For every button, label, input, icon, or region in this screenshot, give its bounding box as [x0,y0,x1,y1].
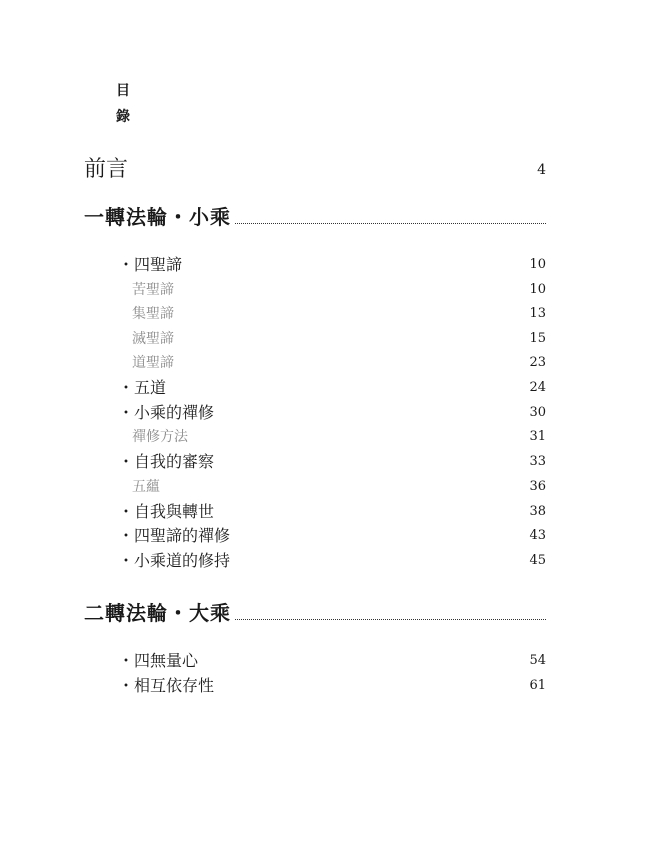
toc-entry-label: ・四無量心 [118,651,199,670]
toc-subentry[interactable] [118,328,546,350]
toc-page-number: 38 [529,504,546,519]
toc-page-number: 43 [529,528,546,543]
part-title: 二轉法輪・大乘 [84,601,231,625]
toc-entry-label: ・小乘的禪修 [118,403,215,422]
toc-part-heading-2[interactable] [84,600,546,626]
toc-page-number: 31 [529,429,546,444]
toc-part-heading-1[interactable] [84,204,546,230]
part-title: 一轉法輪・小乘 [84,205,231,229]
toc-subentry[interactable] [118,426,546,448]
toc-page-number: 13 [529,306,546,321]
toc-entry[interactable] [118,451,546,473]
toc-entry[interactable] [118,501,546,523]
toc-entry-label: ・四聖諦 [118,255,183,274]
toc-page-number: 10 [529,257,546,272]
toc-entry-label: ・五道 [118,378,167,397]
toc-entry-label: ・自我與轉世 [118,502,215,521]
toc-page-number: 4 [537,162,546,178]
toc-entry[interactable] [118,254,546,276]
toc-entry-label: ・自我的審察 [118,452,215,471]
toc-title-char-1: 目 [116,83,130,99]
toc-entry[interactable] [118,650,546,672]
toc-entry-label: 道聖諦 [132,355,174,371]
toc-entry-label: ・相互依存性 [118,676,215,695]
toc-page-number: 54 [529,653,546,668]
toc-page-number: 30 [529,405,546,420]
dotted-leader [235,619,546,620]
toc-page-number: 24 [529,380,546,395]
toc-subentry[interactable] [118,303,546,325]
toc-page-number: 33 [529,454,546,469]
toc-page-number: 45 [529,553,546,568]
toc-page-number: 61 [529,678,546,693]
toc-subentry[interactable] [118,476,546,498]
dotted-leader [235,223,546,224]
toc-entry[interactable] [118,402,546,424]
toc-entry-label: 禪修方法 [132,429,188,445]
toc-entry[interactable] [118,550,546,572]
toc-entry[interactable] [118,377,546,399]
toc-subentry[interactable] [118,279,546,301]
toc-entry-label: ・四聖諦的禪修 [118,526,231,545]
toc-page-number: 15 [529,331,546,346]
toc-entry-label: 五蘊 [132,479,160,495]
toc-entry[interactable] [118,675,546,697]
toc-entry[interactable] [118,525,546,547]
toc-subentry[interactable] [118,352,546,374]
toc-page-number: 10 [529,282,546,297]
toc-page-number: 36 [529,479,546,494]
toc-entry-label: 集聖諦 [132,306,174,322]
toc-entry-label: 滅聖諦 [132,331,174,347]
toc-entry-preface[interactable] [84,156,546,184]
toc-page-number: 23 [529,355,546,370]
toc-entry-label: 前言 [84,157,129,182]
toc-title-char-2: 錄 [116,109,130,125]
toc-entry-label: ・小乘道的修持 [118,551,231,570]
toc-entry-label: 苦聖諦 [132,282,174,298]
